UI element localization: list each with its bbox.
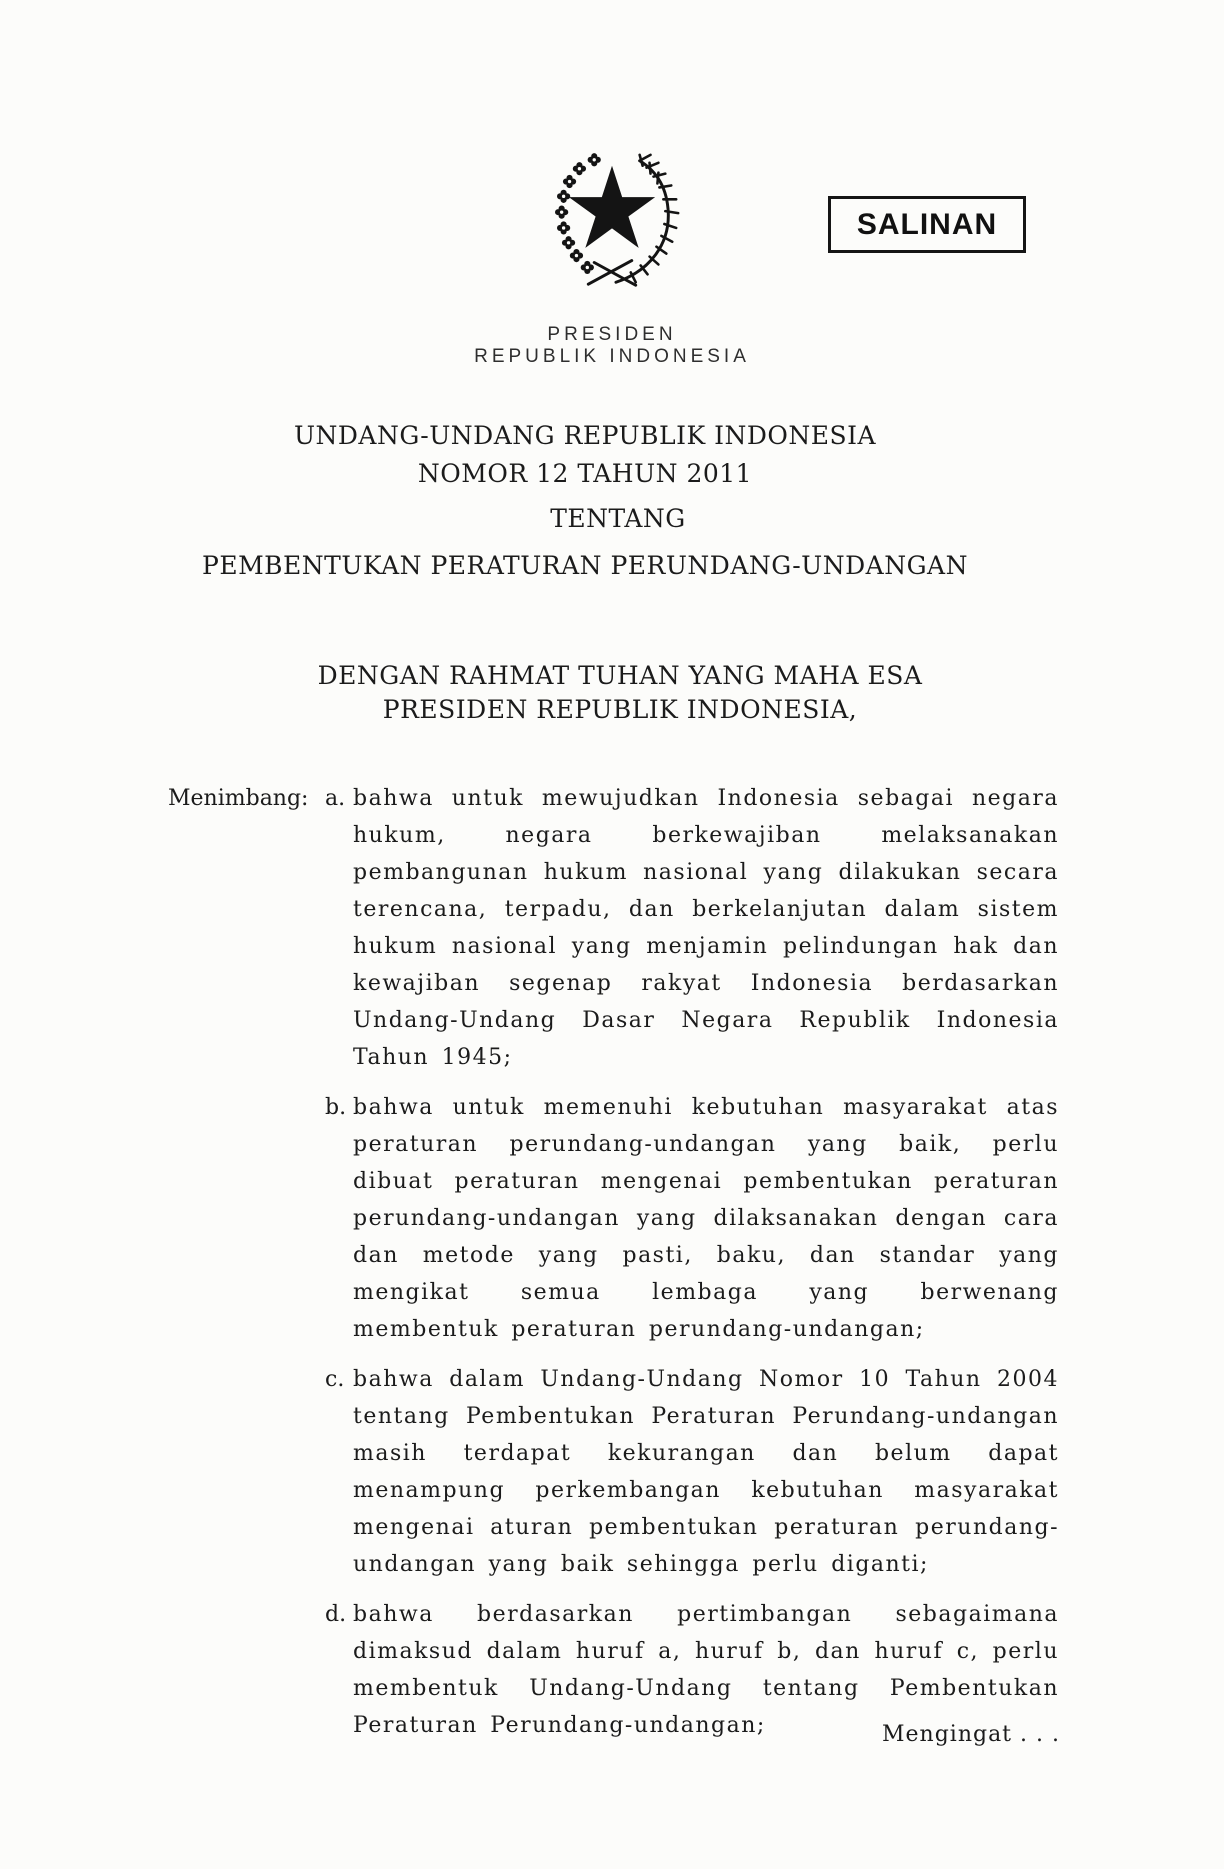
preamble-line2: PRESIDEN REPUBLIK INDONESIA, xyxy=(382,695,858,724)
item-text: bahwa untuk memenuhi kebutuhan masyarakat atas peraturan perundang-undangan yang baik, perlu dibuat peraturan mengenai pembentukan peraturan perundang-undangan yang dilaksanakan dengan cara dan metode yang pasti, baku, dan standar yang mengikat semua lembaga yang berwenang membentuk peraturan perundang-undangan; xyxy=(353,1095,1059,1342)
doc-title-tentang: TENTANG xyxy=(550,504,686,533)
item-letter: d. xyxy=(325,1602,347,1627)
salinan-stamp-label: SALINAN xyxy=(856,207,998,241)
item-letter: a. xyxy=(325,786,346,811)
item-letter: c. xyxy=(325,1367,345,1392)
considering-item-c xyxy=(325,1361,1065,1583)
preamble-line1: DENGAN RAHMAT TUHAN YANG MAHA ESA xyxy=(317,661,923,690)
considering-item-b xyxy=(325,1089,1065,1348)
considering-items xyxy=(325,780,1065,1744)
doc-title-line1: UNDANG-UNDANG REPUBLIK INDONESIA xyxy=(293,421,877,450)
state-emblem-icon xyxy=(533,143,691,303)
item-text: bahwa untuk mewujudkan Indonesia sebagai negara hukum, negara berkewajiban melaksanakan pembangunan hukum nasional yang dilakukan secara terencana, terpadu, dan berkelanjutan dalam sistem hukum nasional yang menjamin pelindungan hak dan kewajiban segenap rakyat Indonesia berdasarkan Undang-Undang Dasar Negara Republik Indonesia Tahun 1945; xyxy=(353,786,1059,1070)
considering-item-a xyxy=(325,780,1065,1076)
item-text: bahwa dalam Undang-Undang Nomor 10 Tahun 2004 tentang Pembentukan Peraturan Perundang-undangan masih terdapat kekurangan dan belum dapat menampung perkembangan kebutuhan masyarakat mengenai aturan pembentukan peraturan perundang-undangan yang baik sehingga perlu diganti; xyxy=(353,1367,1059,1577)
doc-title-number: NOMOR 12 TAHUN 2011 xyxy=(417,459,753,488)
item-text: bahwa berdasarkan pertimbangan sebagaimana dimaksud dalam huruf a, huruf b, dan huruf c, perlu membentuk Undang-Undang tentang Pembentukan Peraturan Perundang-undangan; xyxy=(353,1602,1059,1738)
doc-title-subject: PEMBENTUKAN PERATURAN PERUNDANG-UNDANGAN xyxy=(202,551,968,580)
letterhead-line-republik-indonesia: REPUBLIK INDONESIA xyxy=(474,346,750,367)
considering-colon: : xyxy=(301,786,309,811)
catchword-mengingat: Mengingat . . . xyxy=(881,1722,1060,1747)
star-icon xyxy=(569,166,655,248)
considering-label: Menimbang xyxy=(168,786,302,811)
salinan-stamp xyxy=(828,196,1026,253)
letterhead-line-presiden: PRESIDEN xyxy=(547,324,677,345)
item-letter: b. xyxy=(325,1095,347,1120)
letterhead xyxy=(312,324,912,368)
